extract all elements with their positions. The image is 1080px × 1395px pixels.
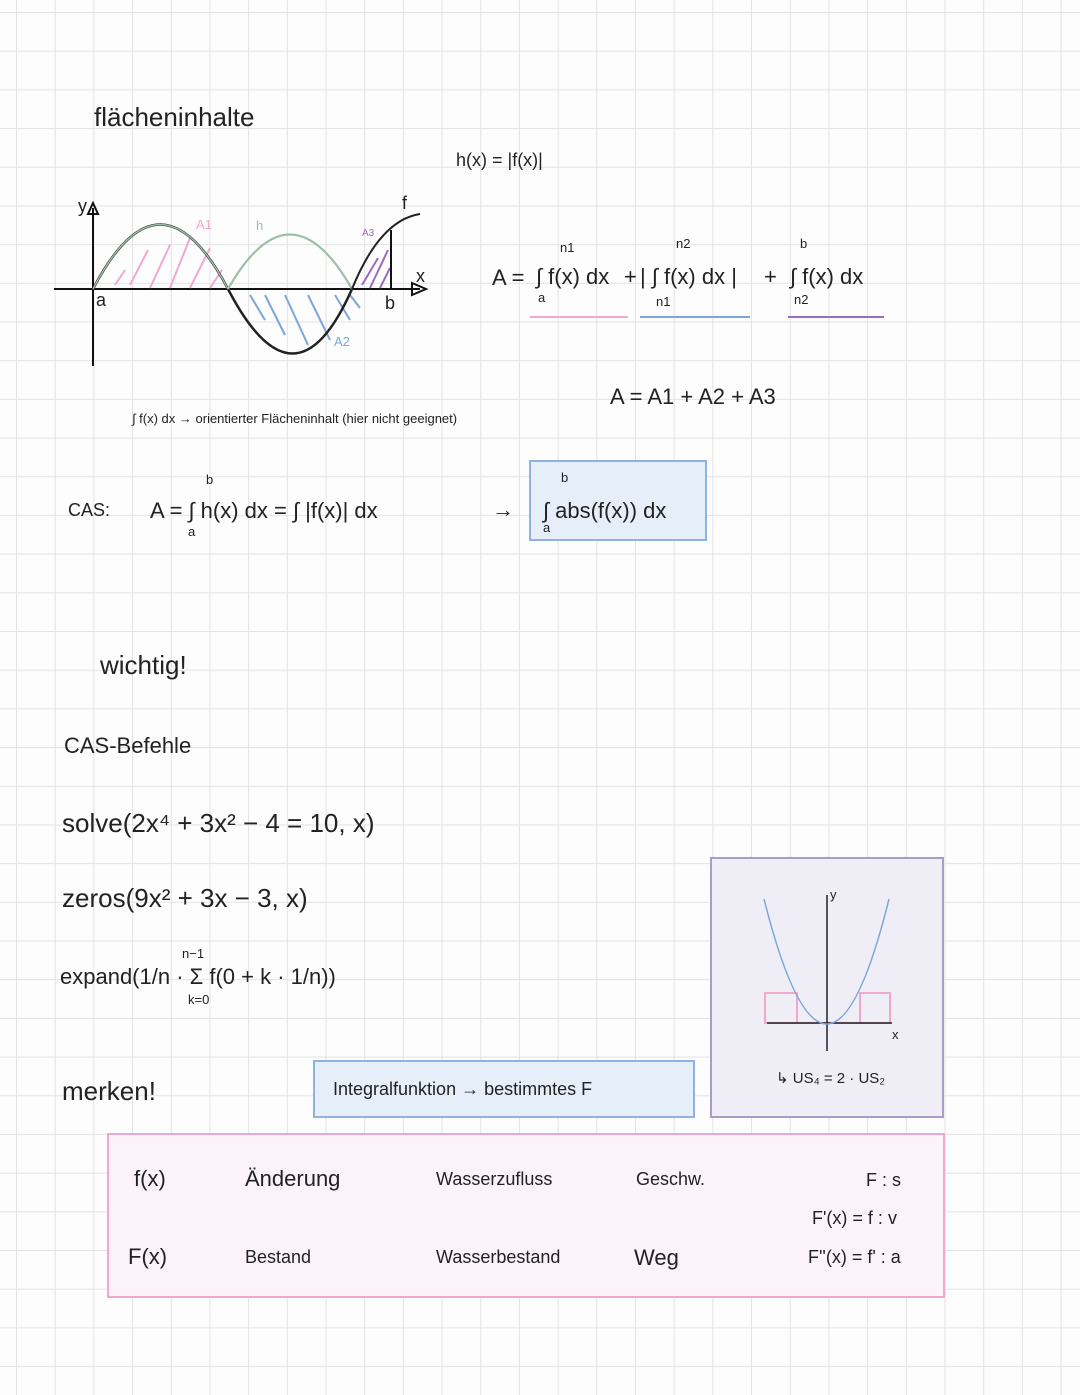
term1-upper: n1 <box>560 240 575 255</box>
sum-lower: k=0 <box>188 992 210 1007</box>
oriented-area-note: ∫ f(x) dx → orientierter Flächeninhalt (hier nicht geeignet) <box>132 411 458 426</box>
cas-command: ∫ abs(f(x)) dx <box>543 498 667 523</box>
area-sum: A = A1 + A2 + A3 <box>610 384 776 409</box>
parabola-x-label: x <box>892 1027 899 1042</box>
plus-sign: + <box>764 264 777 289</box>
term2-upper: n2 <box>676 236 691 251</box>
term3-underline <box>788 316 884 318</box>
command-solve: solve(2x⁴ + 3x² − 4 = 10, x) <box>62 808 375 838</box>
command-expand: expand(1/n · Σ f(0 + k · 1/n)) <box>60 964 336 989</box>
term3-lower: n2 <box>794 292 809 307</box>
table-cell: Bestand <box>245 1247 312 1267</box>
table-cell: Änderung <box>245 1166 341 1191</box>
integral-function-note: Integralfunktion → bestimmtes F <box>333 1079 593 1099</box>
a2-label: A2 <box>334 334 350 349</box>
area-graph <box>50 190 490 390</box>
x-label: x <box>416 266 425 286</box>
term3-upper: b <box>800 236 808 251</box>
y-label: y <box>78 196 87 216</box>
cas-label: CAS: <box>68 500 111 520</box>
plus-sign: + <box>624 264 637 289</box>
sum-upper: n−1 <box>182 946 205 961</box>
h-label: h <box>256 218 264 233</box>
area-term1: ∫ f(x) dx <box>536 264 610 289</box>
term1-underline <box>530 316 628 318</box>
a3-hatching <box>362 250 390 288</box>
b-label: b <box>385 293 396 313</box>
cas-formula: A = ∫ h(x) dx = ∫ |f(x)| dx <box>150 498 378 523</box>
h-curve <box>228 235 352 290</box>
parabola-note: ↳ US₄ = 2 · US₂ <box>776 1070 886 1087</box>
a1-label: A1 <box>196 217 212 232</box>
area-term2: | ∫ f(x) dx | <box>640 264 737 289</box>
table-cell: Geschw. <box>636 1169 706 1189</box>
remember-heading: merken! <box>62 1076 156 1106</box>
cas-commands-heading: CAS-Befehle <box>64 733 192 758</box>
term2-underline <box>640 316 750 318</box>
h-definition: h(x) = |f(x)| <box>456 150 543 170</box>
table-cell: F(x) <box>128 1244 168 1269</box>
cas-command-box <box>529 460 707 541</box>
area-formula-prefix: A = <box>492 265 525 290</box>
f-label: f <box>402 193 408 213</box>
important-heading: wichtig! <box>100 650 187 680</box>
cas-cmd-lower: a <box>543 520 551 535</box>
arrow-icon: → <box>492 497 514 522</box>
cas-upper: b <box>206 472 214 487</box>
parabola-box <box>710 857 944 1118</box>
table-cell: f(x) <box>134 1166 166 1191</box>
parabola-y-label: y <box>830 887 837 902</box>
a-label: a <box>96 290 107 310</box>
table-cell: Weg <box>634 1245 679 1270</box>
integral-function-box <box>313 1060 695 1118</box>
command-zeros: zeros(9x² + 3x − 3, x) <box>62 883 308 913</box>
term1-lower: a <box>538 290 546 305</box>
table-cell: Wasserbestand <box>436 1247 561 1267</box>
page-title: flächeninhalte <box>94 102 255 132</box>
a3-label: A3 <box>362 228 375 239</box>
physics-a: F''(x) = f' : a <box>808 1247 901 1267</box>
physics-s: F : s <box>866 1170 901 1190</box>
cas-lower: a <box>188 524 196 539</box>
a1-hatching <box>115 238 222 288</box>
area-term3: ∫ f(x) dx <box>790 264 864 289</box>
cas-cmd-upper: b <box>561 470 569 485</box>
term2-lower: n1 <box>656 294 671 309</box>
physics-v: F'(x) = f : v <box>812 1208 897 1228</box>
table-cell: Wasserzufluss <box>436 1169 553 1189</box>
